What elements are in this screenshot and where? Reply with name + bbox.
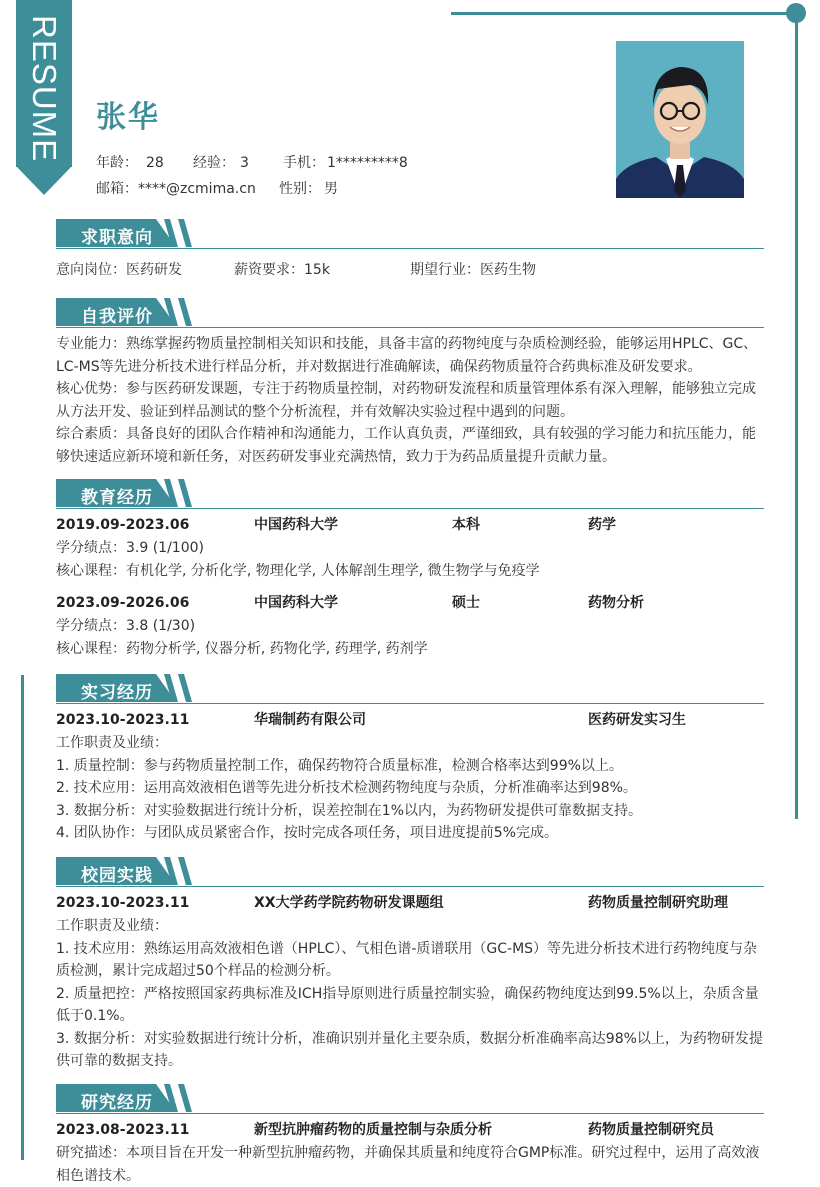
internship-details — [56, 732, 766, 845]
duty-item: 4. 团队协作：与团队成员紧密合作，按时完成各项任务，项目进度提前5%完成。 — [56, 825, 559, 841]
education-period: 2019.09-2023.06 — [56, 517, 190, 533]
education-courses: 核心课程：药物分析学, 仪器分析, 药物化学, 药理学, 药剂学 — [56, 640, 428, 657]
education-school: 中国药科大学 — [254, 595, 338, 611]
section-rule — [56, 248, 764, 249]
education-school: 中国药科大学 — [254, 517, 338, 533]
phone-label: 手机： — [283, 155, 325, 171]
section-heading-campus — [56, 857, 764, 887]
section-slash — [178, 219, 192, 247]
resume-ribbon — [16, 0, 72, 195]
experience-label: 经验： — [193, 155, 235, 171]
campus-role: 药物质量控制研究助理 — [588, 895, 728, 911]
info-row-2 — [96, 178, 338, 198]
intent-position: 意向岗位：医药研发 — [56, 262, 182, 278]
section-rule — [56, 703, 764, 704]
section-title: 校园实践 — [81, 866, 153, 886]
education-row — [56, 514, 766, 536]
education-gpa: 学分绩点：3.8 (1/30) — [56, 618, 196, 634]
candidate-name: 张华 — [96, 100, 160, 135]
section-slash — [178, 1084, 192, 1112]
section-title: 实习经历 — [81, 683, 153, 703]
internship-row — [56, 709, 766, 731]
phone-value: 1*********8 — [327, 155, 408, 171]
section-title: 研究经历 — [81, 1093, 153, 1113]
top-divider — [451, 12, 796, 15]
education-degree: 硕士 — [452, 595, 480, 611]
section-slash — [178, 479, 192, 507]
duty-title: 工作职责及业绩： — [56, 918, 168, 934]
email-label: 邮箱： — [96, 181, 138, 197]
section-title: 求职意向 — [81, 228, 153, 248]
section-slash — [178, 674, 192, 702]
duty-item: 3. 数据分析：对实验数据进行统计分析，误差控制在1%以内，为药物研发提供可靠数据支持。 — [56, 802, 643, 819]
left-border-line — [21, 675, 24, 1160]
research-desc: 研究描述：本项目旨在开发一种新型抗肿瘤药物，并确保其质量和纯度符合GMP标准。研究过程中，运用了高效液相色谱技术。 — [56, 1145, 760, 1184]
gender-label: 性别： — [279, 181, 321, 197]
right-border-line — [795, 13, 798, 819]
education-row — [56, 592, 766, 614]
education-details — [56, 537, 766, 582]
internship-role: 医药研发实习生 — [588, 712, 686, 728]
duty-item: 1. 质量控制：参与药物质量控制工作，确保药物符合质量标准，检测合格率达到99%以上。 — [56, 757, 623, 774]
duty-item: 2. 质量把控：严格按照国家药典标准及ICH指导原则进行质量控制实验，确保药物纯度达到99.5%以上，杂质含量低于0.1%。 — [56, 985, 759, 1024]
section-rule — [56, 508, 764, 509]
section-slash — [178, 857, 192, 885]
education-degree: 本科 — [452, 517, 480, 533]
research-role: 药物质量控制研究员 — [588, 1122, 714, 1138]
intent-industry: 期望行业：医药生物 — [410, 262, 536, 278]
experience-value: 3 — [240, 155, 249, 171]
section-rule — [56, 327, 764, 328]
self-eval-paragraph: 专业能力：熟练掌握药物质量控制相关知识和技能，具备丰富的药物纯度与杂质检测经验，能够运用HPLC、GC、LC-MS等先进分析技术进行样品分析，并对数据进行准确解读，确保药物质量符合药典标准及研发要求。 — [56, 336, 758, 375]
education-period: 2023.09-2026.06 — [56, 595, 190, 611]
campus-org: XX大学药学院药物研发课题组 — [254, 895, 444, 911]
age-value: 28 — [146, 155, 164, 171]
duty-item: 2. 技术应用：运用高效液相色谱等先进分析技术检测药物纯度与杂质，分析准确率达到98%。 — [56, 780, 637, 796]
research-project: 新型抗肿瘤药物的质量控制与杂质分析 — [254, 1122, 492, 1138]
section-slash — [178, 298, 192, 326]
self-eval-paragraph: 综合素质：具备良好的团队合作精神和沟通能力，工作认真负责，严谨细致，具有较强的学习能力和抗压能力，能够快速适应新环境和新任务，对医药研发事业充满热情，致力于为药品质量提升贡献力量。 — [56, 426, 756, 465]
self-eval-paragraph: 核心优势：参与医药研发课题，专注于药物质量控制，对药物研发流程和质量管理体系有深入理解，能够独立完成从方法开发、验证到样品测试的整个分析流程，并有效解决实验过程中遇到的问题。 — [56, 381, 756, 420]
email-value: ****@zcmima.cn — [138, 181, 256, 197]
research-period: 2023.08-2023.11 — [56, 1122, 190, 1138]
section-title: 教育经历 — [81, 488, 153, 508]
intent-salary: 薪资要求：15k — [234, 262, 330, 278]
section-heading-education — [56, 479, 764, 509]
campus-period: 2023.10-2023.11 — [56, 895, 190, 911]
age-label: 年龄： — [96, 155, 138, 171]
profile-photo — [616, 41, 744, 198]
section-rule — [56, 1113, 764, 1114]
duty-item: 1. 技术应用：熟练运用高效液相色谱（HPLC）、气相色谱-质谱联用（GC-MS）等先进分析技术进行药物纯度与杂质检测，累计完成超过50个样品的检测分析。 — [56, 940, 758, 979]
ribbon-text: RESUME — [26, 15, 63, 163]
internship-period: 2023.10-2023.11 — [56, 712, 190, 728]
section-title: 自我评价 — [81, 307, 153, 327]
education-details — [56, 615, 766, 660]
duty-title: 工作职责及业绩： — [56, 735, 168, 751]
education-major: 药物分析 — [588, 595, 644, 611]
education-major: 药学 — [588, 517, 616, 533]
section-rule — [56, 886, 764, 887]
intent-row — [56, 259, 766, 281]
duty-item: 3. 数据分析：对实验数据进行统计分析，准确识别并量化主要杂质，数据分析准确率高达98%以上，为药物研发提供可靠的数据支持。 — [56, 1030, 763, 1069]
info-row-1 — [96, 152, 408, 172]
section-heading-self — [56, 298, 764, 328]
ribbon-tip — [16, 166, 72, 195]
internship-company: 华瑞制药有限公司 — [254, 712, 366, 728]
campus-row — [56, 892, 766, 914]
self-eval-text — [56, 333, 766, 468]
gender-value: 男 — [324, 181, 338, 197]
education-courses: 核心课程：有机化学, 分析化学, 物理化学, 人体解剖生理学, 微生物学与免疫学 — [56, 562, 540, 579]
section-heading-internship — [56, 674, 764, 704]
education-gpa: 学分绩点：3.9 (1/100) — [56, 540, 204, 556]
research-row — [56, 1119, 766, 1141]
section-heading-intent — [56, 219, 764, 249]
research-details — [56, 1142, 766, 1184]
campus-details — [56, 915, 766, 1073]
section-heading-research — [56, 1084, 764, 1114]
